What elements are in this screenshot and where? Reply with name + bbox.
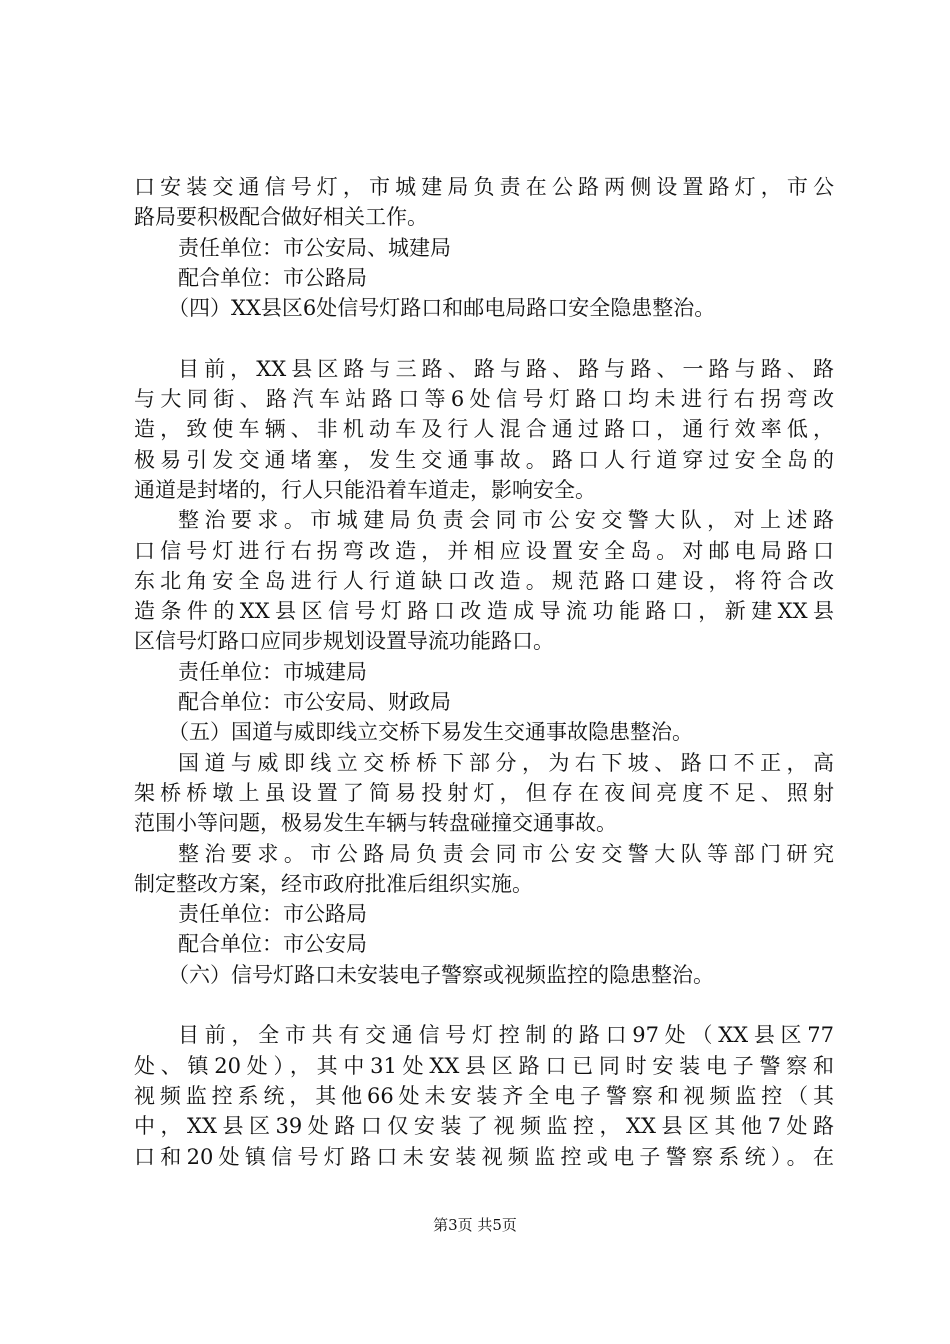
paragraph-line: 整治要求。市公路局负责会同市公安交警大队等部门研究 <box>178 841 834 866</box>
paragraph-line: 处、镇20处），其中31处XX县区路口已同时安装电子警察和 <box>134 1053 834 1078</box>
paragraph-line: 区信号灯路口应同步规划设置导流功能路口。 <box>134 629 554 654</box>
paragraph-line: 架桥桥墩上虽设置了简易投射灯，但存在夜间亮度不足、照射 <box>134 780 834 805</box>
cooperating-unit-line: 配合单位：市公安局 <box>178 932 367 957</box>
paragraph-line: 口安装交通信号灯，市城建局负责在公路两侧设置路灯，市公 <box>134 175 834 199</box>
paragraph-line: 造，致使车辆、非机动车及行人混合通过路口，通行效率低， <box>134 417 834 442</box>
paragraph-line: 目前，XX县区路与三路、路与路、路与路、一路与路、路 <box>178 356 834 381</box>
responsible-unit-line: 责任单位：市公安局、城建局 <box>178 235 451 260</box>
paragraph-line: 整治要求。市城建局负责会同市公安交警大队，对上述路 <box>178 508 834 533</box>
cooperating-unit-line: 配合单位：市公路局 <box>178 265 367 290</box>
page-number-footer: 第3页 共5页 <box>433 1216 517 1234</box>
section-heading-4: （四）XX县区6处信号灯路口和邮电局路口安全隐患整治。 <box>168 296 716 321</box>
paragraph-line: 国道与威即线立交桥桥下部分，为右下坡、路口不正，高 <box>178 750 834 775</box>
paragraph-line: 口和20处镇信号灯路口未安装视频监控或电子警察系统）。在 <box>134 1144 834 1169</box>
paragraph-line: 目前，全市共有交通信号灯控制的路口97处（XX县区77 <box>178 1023 834 1048</box>
paragraph-line: 通道是封堵的，行人只能沿着车道走，影响安全。 <box>134 477 596 502</box>
paragraph-line: 视频监控系统，其他66处未安装齐全电子警察和视频监控（其 <box>134 1083 834 1108</box>
paragraph-line: 制定整改方案，经市政府批准后组织实施。 <box>134 871 533 896</box>
section-heading-5: （五）国道与威即线立交桥下易发生交通事故隐患整治。 <box>168 720 693 745</box>
paragraph-line: 中，XX县区39处路口仅安装了视频监控，XX县区其他7处路 <box>134 1114 834 1139</box>
cooperating-unit-line: 配合单位：市公安局、财政局 <box>178 690 451 715</box>
paragraph-line: 路局要积极配合做好相关工作。 <box>134 205 428 230</box>
document-body <box>134 172 834 1172</box>
paragraph-line: 造条件的XX县区信号灯路口改造成导流功能路口，新建XX县 <box>134 599 834 624</box>
paragraph-line: 口信号灯进行右拐弯改造，并相应设置安全岛。对邮电局路口 <box>134 538 834 563</box>
responsible-unit-line: 责任单位：市公路局 <box>178 902 367 927</box>
section-heading-6: （六）信号灯路口未安装电子警察或视频监控的隐患整治。 <box>168 962 714 987</box>
paragraph-line: 与大同街、路汽车站路口等6处信号灯路口均未进行右拐弯改 <box>134 387 834 412</box>
paragraph-line: 东北角安全岛进行人行道缺口改造。规范路口建设，将符合改 <box>134 568 834 593</box>
responsible-unit-line: 责任单位：市城建局 <box>178 659 367 684</box>
blank-line <box>134 990 834 1020</box>
blank-line <box>134 323 834 353</box>
paragraph-line: 范围小等问题，极易发生车辆与转盘碰撞交通事故。 <box>134 811 617 836</box>
paragraph-line: 极易引发交通堵塞，发生交通事故。路口人行道穿过安全岛的 <box>134 447 834 472</box>
